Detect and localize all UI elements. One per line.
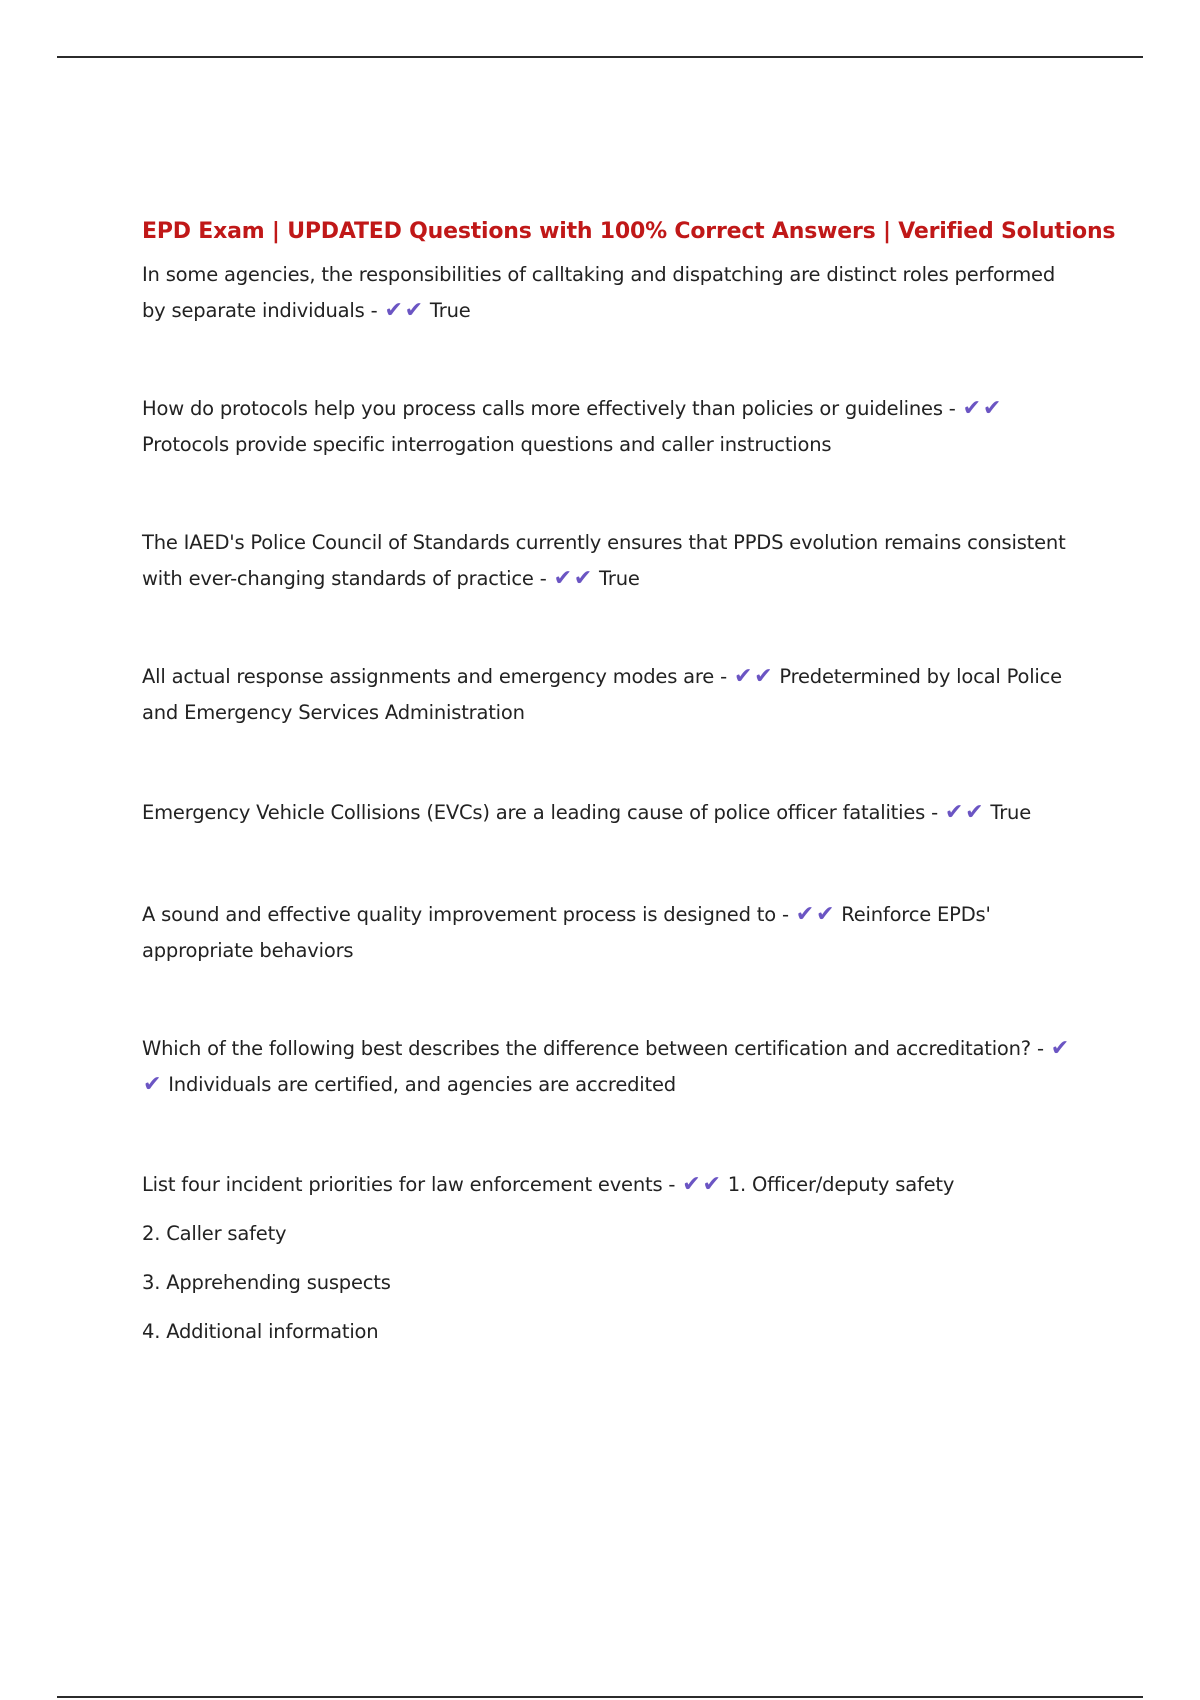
top-rule xyxy=(57,56,1143,58)
question-text: A sound and effective quality improvement process is designed to - xyxy=(142,903,789,926)
checkmark-icon: ✔ xyxy=(1050,1036,1070,1061)
answer-text: Individuals are certified, and agencies are accredited xyxy=(168,1073,676,1096)
bottom-rule xyxy=(57,1696,1143,1698)
question-text: Which of the following best describes the difference between certification and accreditation? - xyxy=(142,1037,1044,1060)
qa-item xyxy=(142,257,1072,329)
checkmark-icon: ✔ xyxy=(982,396,1002,421)
answer-text: 1. Officer/deputy safety xyxy=(727,1173,955,1196)
priority-list-item: 3. Apprehending suspects xyxy=(142,1271,391,1294)
checkmark-icon: ✔ xyxy=(795,902,815,927)
qa-item xyxy=(142,1031,1072,1103)
answer-text: True xyxy=(990,801,1032,824)
checkmark-icon: ✔ xyxy=(944,800,964,825)
checkmark-icon: ✔ xyxy=(702,1172,721,1197)
checkmark-icon: ✔ xyxy=(384,298,403,323)
answer-text: Predetermined by local Police and Emergency Services Administration xyxy=(142,665,1062,724)
question-text: In some agencies, the responsibilities of calltaking and dispatching are distinct roles performed by separate individuals - xyxy=(142,263,1055,322)
qa-item xyxy=(142,659,1072,731)
checkmark-icon: ✔ xyxy=(682,1172,701,1197)
priority-list-item: 2. Caller safety xyxy=(142,1222,287,1245)
checkmark-icon: ✔ xyxy=(754,664,773,689)
checkmark-icon: ✔ xyxy=(404,298,423,323)
priority-list-item: 4. Additional information xyxy=(142,1320,379,1343)
document-title: EPD Exam | UPDATED Questions with 100% Correct Answers | Verified Solutions xyxy=(142,219,1116,244)
checkmark-icon: ✔ xyxy=(965,800,984,825)
question-text: The IAED's Police Council of Standards currently ensures that PPDS evolution remains consistent with ever-changing standards of practice - xyxy=(142,531,1066,590)
question-text: Emergency Vehicle Collisions (EVCs) are a leading cause of police officer fatalities - xyxy=(142,801,938,824)
checkmark-icon: ✔ xyxy=(962,396,981,421)
qa-item xyxy=(142,1167,1072,1203)
checkmark-icon: ✔ xyxy=(573,566,593,591)
document-content xyxy=(142,213,1116,1350)
checkmark-icon: ✔ xyxy=(553,566,572,591)
question-text: All actual response assignments and emergency modes are - xyxy=(142,665,727,688)
checkmark-icon: ✔ xyxy=(816,902,835,927)
qa-item xyxy=(142,897,1072,969)
qa-item xyxy=(142,391,1072,463)
answer-text: Protocols provide specific interrogation questions and caller instructions xyxy=(142,433,832,456)
question-text: List four incident priorities for law enforcement events - xyxy=(142,1173,676,1196)
answer-text: Reinforce EPDs' appropriate behaviors xyxy=(142,903,991,962)
answer-text: True xyxy=(599,567,640,590)
answer-text: True xyxy=(429,299,471,322)
qa-item xyxy=(142,795,1072,831)
qa-item xyxy=(142,525,1072,597)
checkmark-icon: ✔ xyxy=(733,664,753,689)
checkmark-icon: ✔ xyxy=(143,1072,162,1097)
question-text: How do protocols help you process calls more effectively than policies or guidelines - xyxy=(142,397,956,420)
